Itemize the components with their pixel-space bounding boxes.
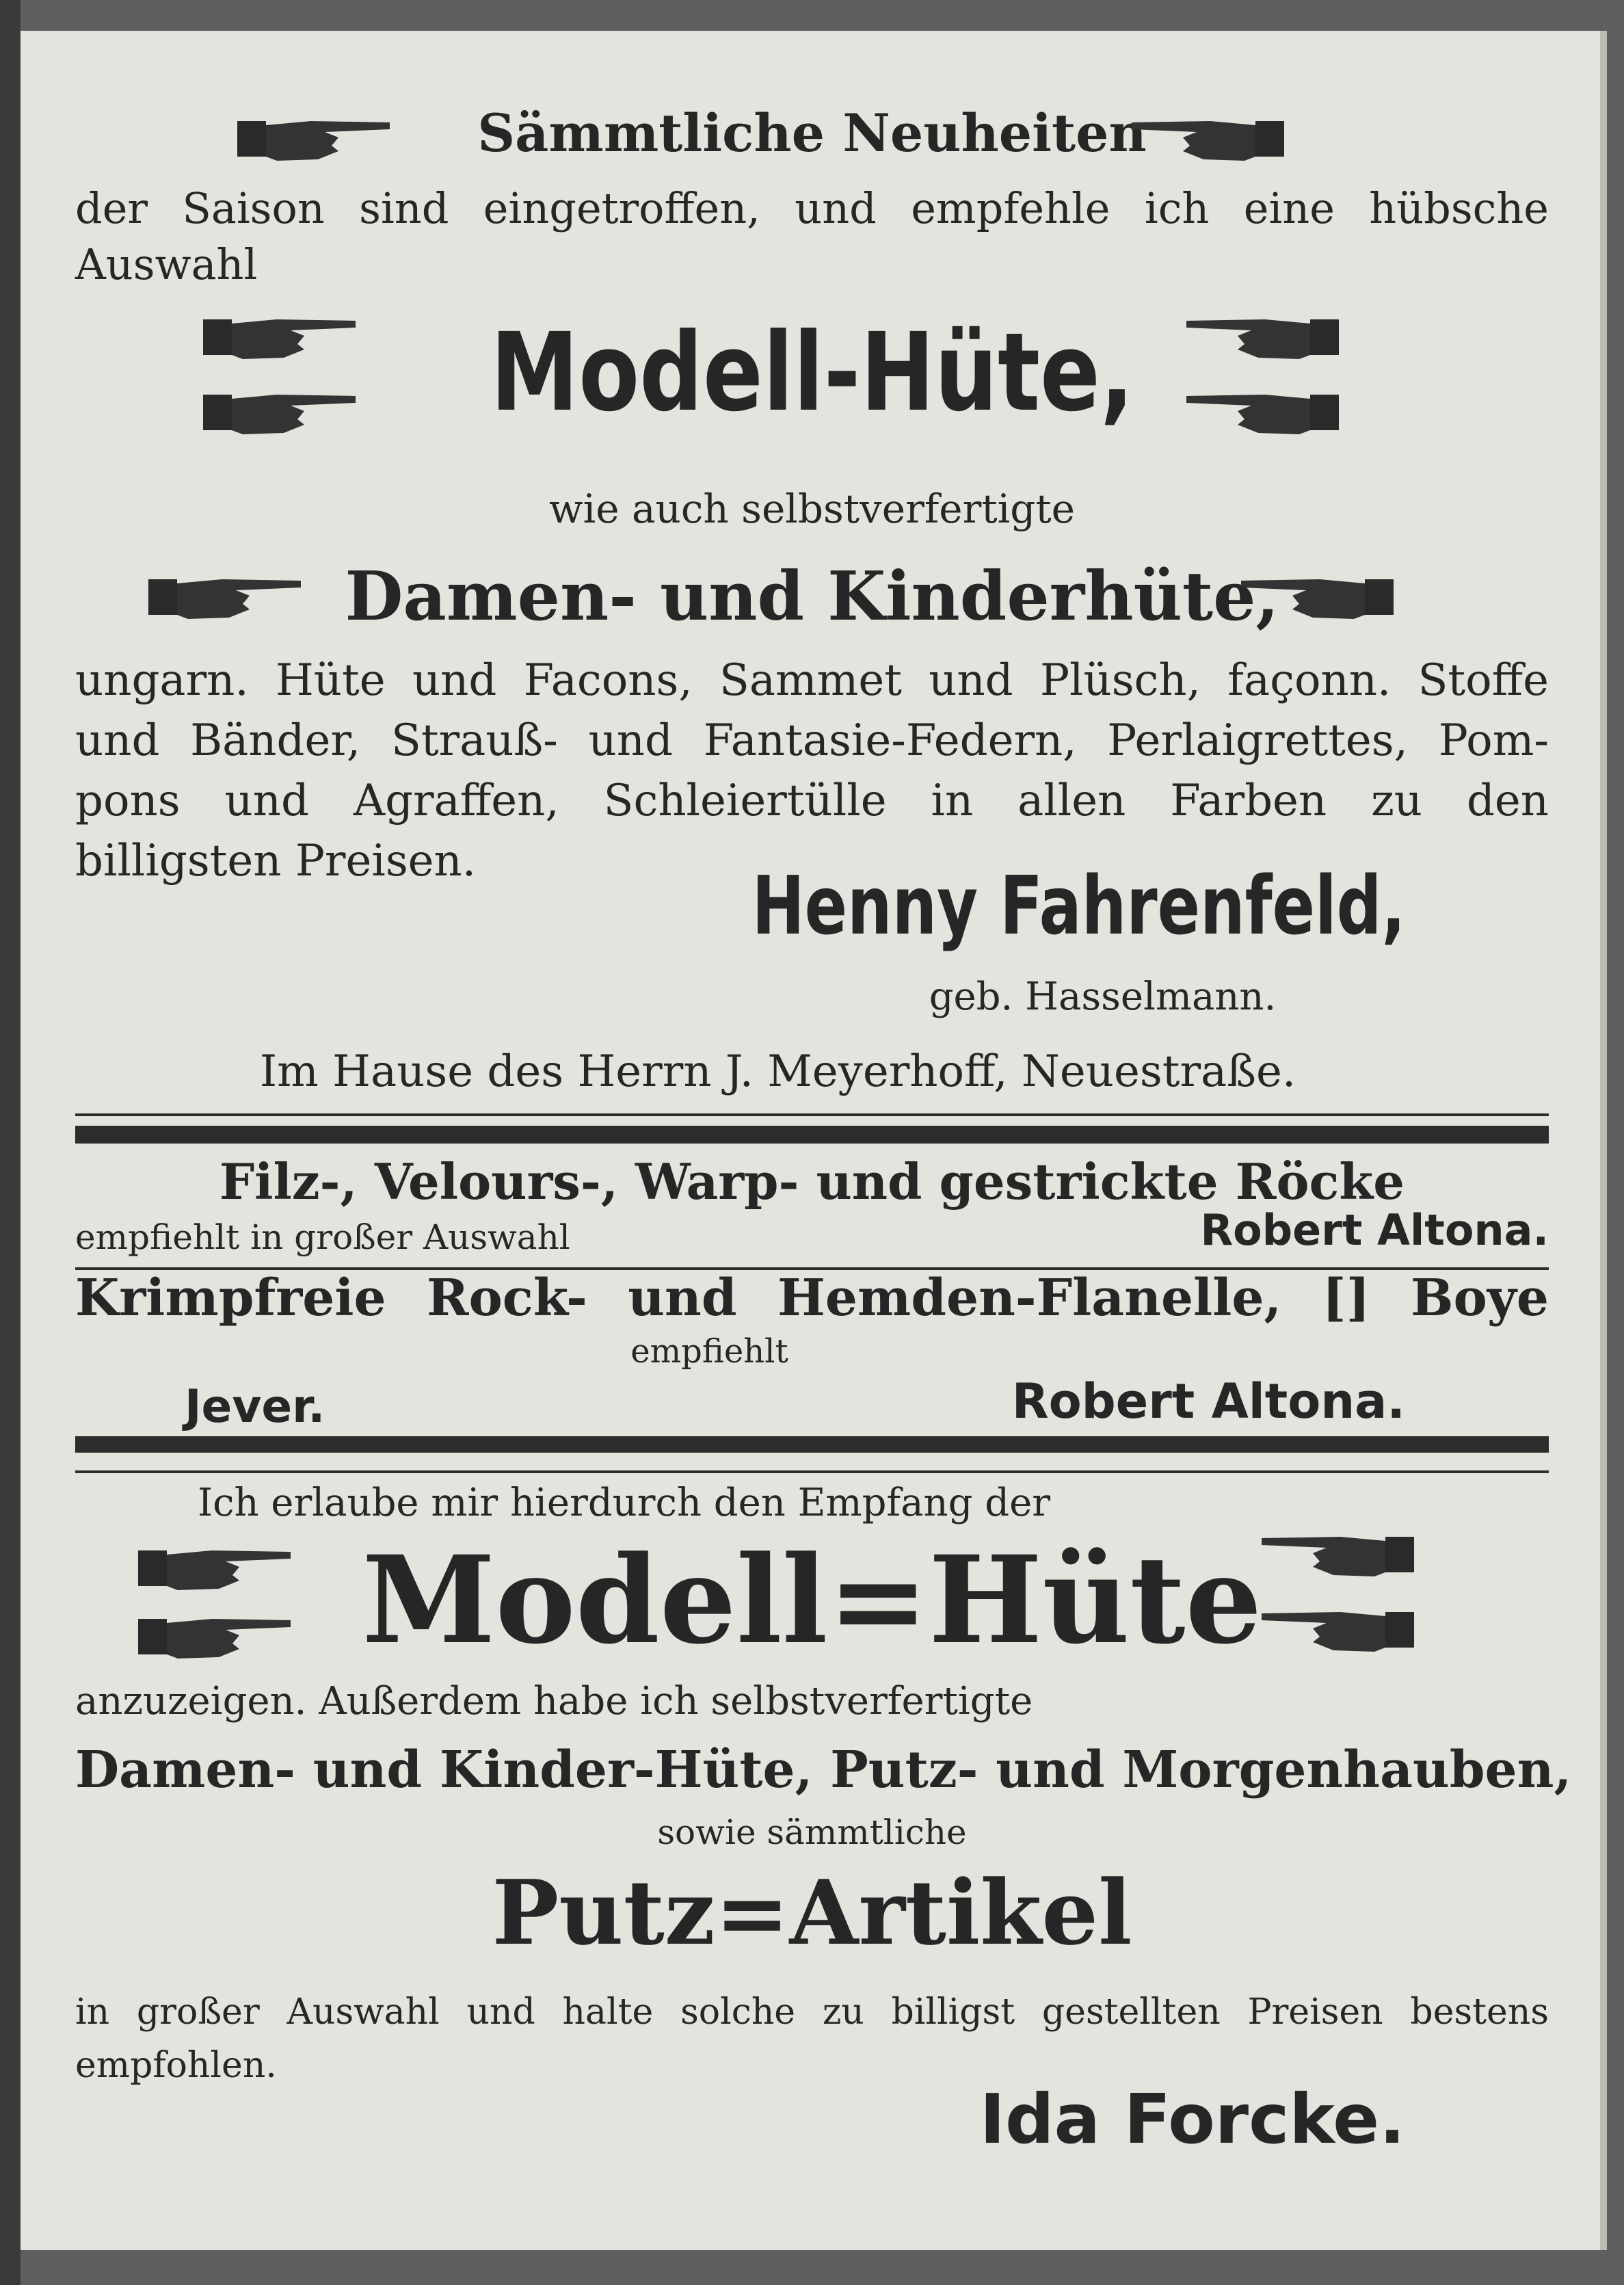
ad1-body-line4: billigsten Preisen. <box>75 836 477 886</box>
ad1-name <box>75 858 1405 953</box>
ad1-sub: wie auch selbstverfertigte <box>549 486 1075 532</box>
ad4-line2: anzuzeigen. Außerdem habe ich selbstverfertigte <box>75 1679 1033 1723</box>
ad3-headline: Krimpfreie Rock- und Hemden-Flanelle, [] Boye <box>75 1269 1549 1328</box>
divider-bar <box>75 1436 1549 1453</box>
ad2-headline: Filz-, Velours-, Warp- und gestrickte Röcke <box>219 1152 1405 1211</box>
ad1-name-text: Henny Fahrenfeld, <box>751 858 1405 953</box>
ad4-line6: empfohlen. <box>75 2045 277 2086</box>
ad4-line5: in großer Auswahl und halte solche zu billigst gestellten Preisen bestens <box>75 1992 1549 2033</box>
ad3-seller: Robert Altona. <box>1011 1373 1405 1429</box>
ad1-body-line1: ungarn. Hüte und Facons, Sammet und Plüsch, façonn. Stoffe <box>75 655 1549 706</box>
ad4-product2: Putz=Artikel <box>492 1860 1132 1965</box>
ad4-product: Modell=Hüte <box>362 1529 1262 1671</box>
ad2-seller: Robert Altona. <box>1200 1205 1549 1255</box>
pointing-hand-icon <box>1258 1522 1415 1583</box>
ad1-intro-line1: der Saison sind eingetroffen, und empfehle ich eine hübsche <box>75 183 1549 233</box>
ad2-line2: empfiehlt in großer Auswahl <box>75 1217 570 1257</box>
ad1-headline: Sämmtliche Neuheiten <box>477 103 1147 163</box>
pointing-hand-icon <box>1258 1597 1415 1659</box>
pointing-hand-icon <box>1128 106 1286 168</box>
pointing-hand-icon <box>1238 564 1395 626</box>
ad3-place: Jever. <box>185 1380 325 1433</box>
book-spine-edge <box>0 0 21 2285</box>
ad4-line4: sowie sämmtliche <box>657 1812 967 1852</box>
pointing-hand-icon <box>1183 380 1340 441</box>
divider-line <box>75 1470 1549 1473</box>
ad3-line2: empfiehlt <box>630 1332 788 1371</box>
ad1-address: Im Hause des Herrn J. Meyerhoff, Neuestraße. <box>259 1046 1296 1097</box>
ad1-product2: Damen- und Kinderhüte, <box>345 557 1279 636</box>
ad1-body-line3: pons und Agraffen, Schleiertülle in allen Farben zu den <box>75 776 1549 826</box>
pointing-hand-icon <box>1183 304 1340 366</box>
ad4-intro: Ich erlaube mir hierdurch den Empfang der <box>197 1481 1051 1525</box>
ad4-name: Ida Forcke. <box>979 2079 1405 2159</box>
ad4-line3: Damen- und Kinder-Hüte, Putz- und Morgenhauben, <box>75 1741 1572 1799</box>
divider-bar <box>75 1126 1549 1144</box>
ad1-intro-line2: Auswahl <box>75 239 258 289</box>
divider-line <box>75 1113 1549 1116</box>
ad1-product-text: Modell-Hüte, <box>490 310 1134 436</box>
ad1-maiden-name: geb. Hasselmann. <box>929 975 1277 1019</box>
ad1-body-line2: und Bänder, Strauß- und Fantasie-Federn, Perlaigrettes, Pom- <box>75 715 1549 766</box>
